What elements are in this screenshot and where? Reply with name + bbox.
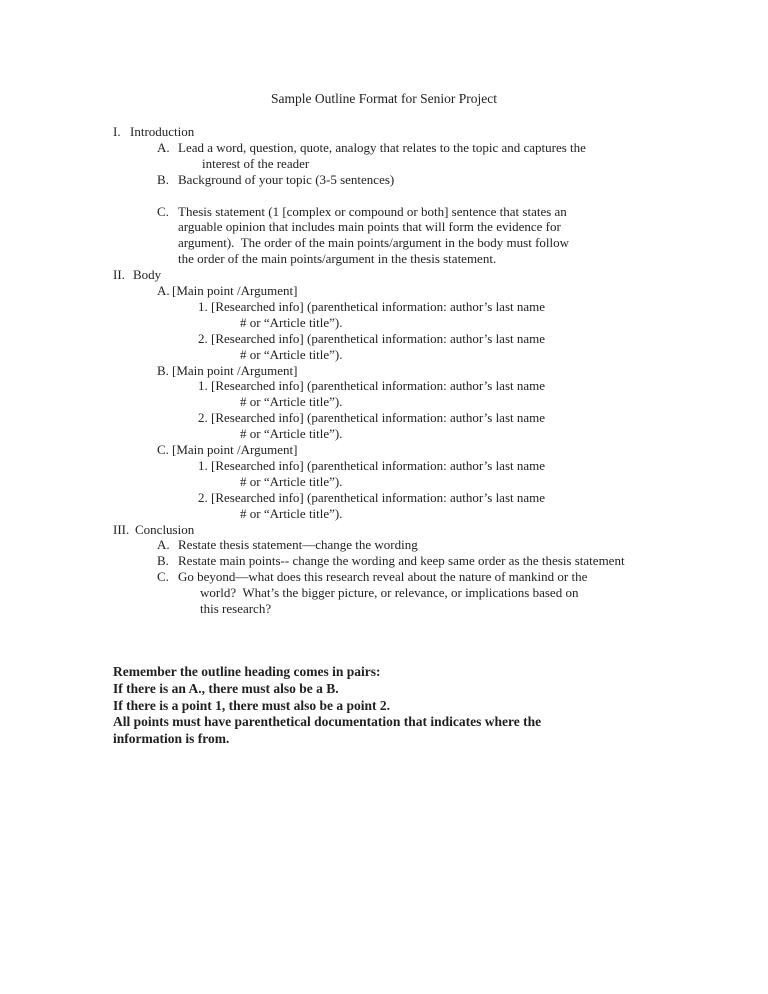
outline-text: 2.: [198, 330, 208, 346]
outline-row: [0, 537, 768, 553]
outline-row: [0, 235, 768, 251]
footer-note-line: If there is a point 1, there must also be a point 2.: [113, 697, 391, 713]
outline-text: # or “Article title”).: [240, 314, 343, 330]
outline-row: [0, 474, 768, 490]
footer-note-line: Remember the outline heading comes in pairs:: [113, 664, 381, 679]
outline-text: 1.: [198, 378, 208, 394]
outline-row: [0, 569, 768, 585]
outline-text: [Main point /Argument]: [172, 362, 298, 378]
outline-text: Conclusion: [135, 521, 195, 537]
outline-text: # or “Article title”).: [240, 394, 343, 410]
outline-text: B.: [157, 553, 169, 569]
outline-row: [0, 347, 768, 363]
outline-text: Lead a word, question, quote, analogy that relates to the topic and captures the: [178, 139, 586, 155]
outline-text: A.: [157, 283, 170, 298]
outline-text: the order of the main points/argument in the thesis statement.: [178, 251, 497, 267]
outline-text: 1.: [198, 298, 208, 314]
outline-row: [0, 283, 768, 299]
outline-text: Background of your topic (3-5 sentences): [178, 171, 395, 187]
outline-row: [0, 426, 768, 442]
outline-row: [0, 315, 768, 331]
outline-row: [0, 251, 768, 267]
outline-text: Restate thesis statement—change the wording: [178, 537, 418, 553]
outline-row: [0, 601, 768, 617]
outline-text: A.: [157, 537, 170, 553]
outline-row: [0, 585, 768, 601]
outline-text: # or “Article title”).: [240, 346, 343, 362]
outline-text: Go beyond—what does this research reveal about the nature of mankind or the: [178, 569, 588, 585]
outline-text: 2.: [198, 489, 208, 505]
outline-text: # or “Article title”).: [240, 505, 343, 521]
outline-text: [Researched info] (parenthetical information: author’s last name: [211, 298, 546, 314]
outline-row: [0, 378, 768, 394]
outline-text: # or “Article title”).: [240, 426, 343, 442]
outline-row: [0, 156, 768, 172]
outline-text: argument). The order of the main points/argument in the body must follow: [178, 235, 570, 251]
outline-text: C.: [157, 569, 169, 585]
outline-text: # or “Article title”).: [240, 473, 343, 489]
outline-blank-row: [0, 188, 768, 204]
outline-row: [0, 331, 768, 347]
outline-text: Restate main points-- change the wording and keep same order as the thesis statement: [178, 553, 625, 569]
outline-text: 1.: [198, 457, 208, 473]
outline-text: C.: [157, 442, 169, 457]
outline-row: [0, 490, 768, 506]
outline-text: Introduction: [130, 124, 195, 139]
outline-row: [0, 172, 768, 188]
outline-row: [0, 394, 768, 410]
outline-row: [0, 553, 768, 569]
outline-text: 2.: [198, 410, 208, 426]
outline-text: [Researched info] (parenthetical information: author’s last name: [211, 457, 546, 473]
outline-text: [Researched info] (parenthetical information: author’s last name: [211, 378, 546, 394]
outline-text: I.: [113, 124, 121, 139]
outline-row: [0, 124, 768, 140]
outline-row: [0, 363, 768, 379]
outline-row: [0, 410, 768, 426]
outline-text: interest of the reader: [202, 155, 310, 171]
outline-text: [Researched info] (parenthetical information: author’s last name: [211, 410, 546, 426]
outline-text: B.: [157, 362, 169, 378]
outline-text: III.: [113, 521, 130, 537]
outline-text: world? What’s the bigger picture, or relevance, or implications based on: [200, 585, 579, 601]
outline-row: [0, 204, 768, 220]
outline-text: [Main point /Argument]: [172, 283, 298, 298]
outline-text: A.: [157, 139, 170, 155]
footer-note-line: information is from.: [113, 731, 230, 747]
outline-row: [0, 140, 768, 156]
outline-text: [Researched info] (parenthetical information: author’s last name: [211, 330, 546, 346]
outline-text: [Main point /Argument]: [172, 442, 298, 457]
document-title: Sample Outline Format for Senior Project: [270, 91, 498, 106]
outline-text: II.: [113, 267, 125, 283]
outline-row: [0, 458, 768, 474]
outline-row: [0, 267, 768, 283]
outline-row: [0, 299, 768, 315]
footer-note-line: All points must have parenthetical documentation that indicates where the: [113, 714, 542, 730]
outline-text: B.: [157, 171, 169, 187]
outline-text: Thesis statement (1 [complex or compound or both] sentence that states an: [178, 203, 567, 219]
outline-text: Body: [133, 267, 162, 283]
outline-text: arguable opinion that includes main points that will form the evidence for: [178, 219, 561, 235]
footer-note-line: If there is an A., there must also be a B.: [113, 680, 339, 696]
outline-row: [0, 219, 768, 235]
outline-text: C.: [157, 203, 169, 219]
outline-text: this research?: [200, 601, 272, 616]
outline-row: [0, 522, 768, 538]
outline-row: [0, 506, 768, 522]
outline-row: [0, 442, 768, 458]
outline-text: [Researched info] (parenthetical information: author’s last name: [211, 489, 546, 505]
